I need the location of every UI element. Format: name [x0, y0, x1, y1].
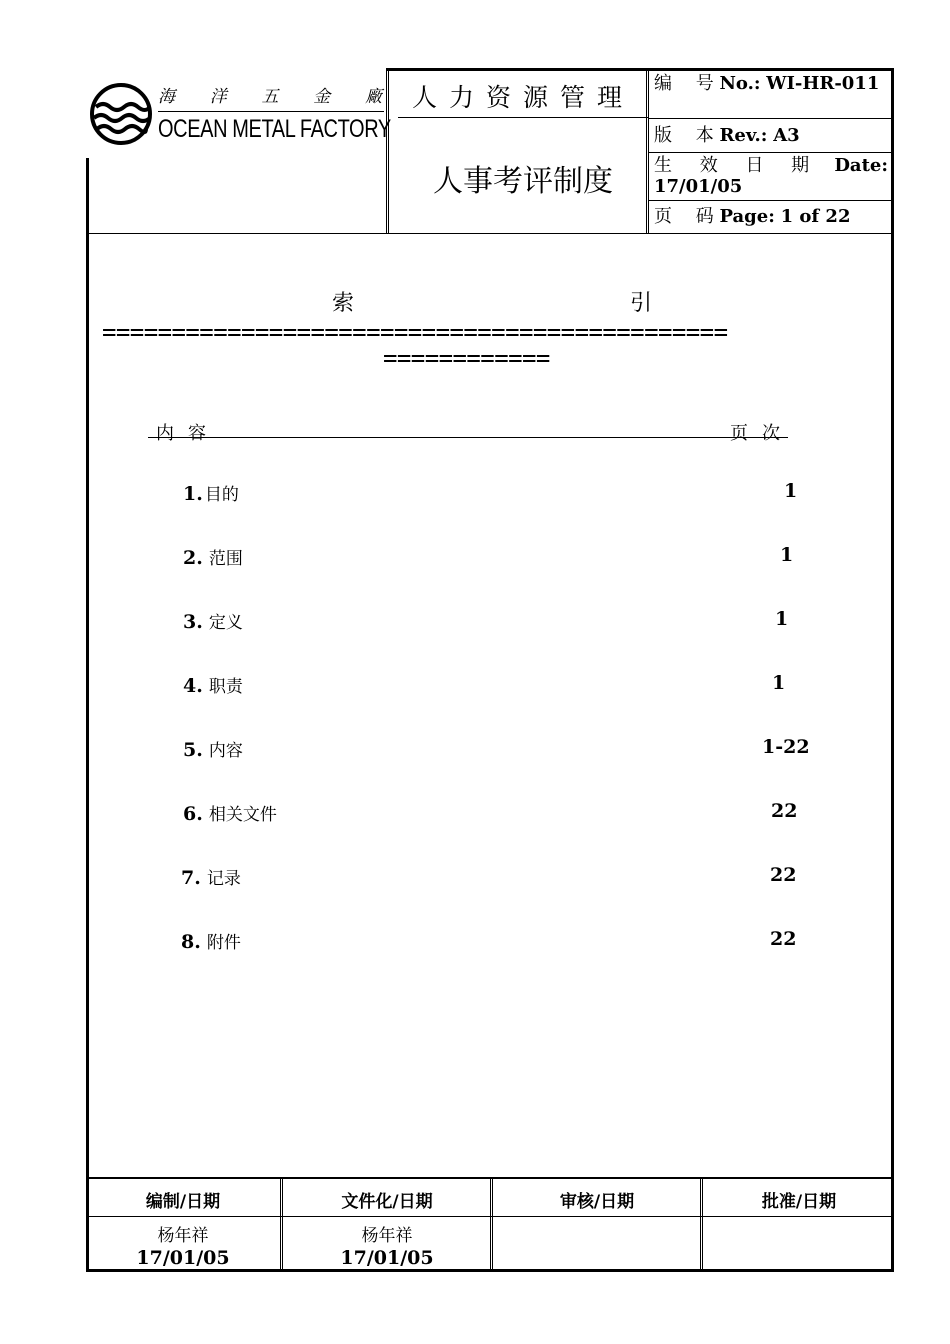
prepared-header: 编制/日期: [145, 1192, 221, 1212]
doc-number-label: 编 号: [654, 73, 714, 94]
item-label: 内容: [208, 741, 243, 761]
divider: [648, 200, 894, 201]
index-item: [181, 928, 241, 953]
index-item: [183, 736, 243, 761]
index-item: [183, 608, 243, 633]
page-number-value: 1 of 22: [780, 206, 851, 227]
item-number: 7.: [181, 867, 201, 889]
index-item: [183, 672, 243, 697]
company-logo: [86, 68, 391, 158]
effective-date-value: 17/01/05: [654, 176, 743, 197]
prepared-by: 杨年祥: [157, 1226, 209, 1246]
header-underline: [148, 437, 788, 438]
logo-char: 洋: [209, 87, 227, 107]
divider: [490, 1177, 493, 1272]
title-rule-line: ============: [383, 344, 550, 372]
documented-header: 文件化/日期: [341, 1192, 433, 1212]
index-title-left: 索: [332, 291, 355, 316]
item-page: 1: [780, 544, 794, 566]
item-number: 6.: [183, 803, 203, 825]
logo-chinese-name: [158, 82, 382, 107]
doc-number: [654, 73, 890, 94]
logo-char: 金: [313, 87, 331, 107]
item-label: 记录: [206, 869, 241, 889]
divider: [386, 68, 894, 71]
documented-cell: [284, 1225, 490, 1269]
item-page: 1-22: [762, 736, 810, 758]
divider: [648, 152, 894, 153]
index-title-right: 引: [630, 291, 653, 316]
document-frame: [86, 68, 894, 1272]
divider: [280, 1177, 283, 1272]
item-number: 4.: [183, 675, 203, 697]
item-number: 1.: [183, 483, 203, 505]
revision-value: A3: [773, 125, 800, 146]
item-label: 职责: [208, 677, 243, 697]
ocean-wave-logo-icon: [88, 74, 154, 152]
divider: [648, 118, 894, 119]
item-label: 定义: [208, 613, 243, 633]
item-number: 3.: [183, 611, 203, 633]
item-label: 相关文件: [208, 805, 277, 825]
item-number: 8.: [181, 931, 201, 953]
prepared-date: 17/01/05: [136, 1247, 230, 1269]
approved-header: 批准/日期: [761, 1192, 837, 1212]
item-label: 目的: [204, 485, 239, 505]
divider: [398, 117, 648, 118]
prepared-cell: [86, 1225, 280, 1269]
doc-number-key: No.:: [719, 73, 761, 94]
effective-date-key: Date:: [834, 155, 888, 176]
index-item: [183, 800, 277, 825]
revision-key: Rev.:: [719, 125, 768, 146]
item-page: 1: [775, 608, 789, 630]
logo-char: 廠: [365, 87, 382, 107]
documented-by: 杨年祥: [361, 1226, 413, 1246]
page-number-label: 页 码: [654, 206, 714, 227]
title-rule-line: =============================================: [102, 318, 728, 346]
column-header-content: 内容: [156, 423, 220, 444]
index-item: [181, 864, 241, 889]
item-page: 22: [771, 800, 798, 822]
divider: [86, 233, 894, 234]
page-number-key: Page:: [719, 206, 775, 227]
item-page: 22: [770, 864, 797, 886]
document-header: [86, 68, 894, 234]
logo-english-name: OCEAN METAL FACTORY: [158, 115, 391, 143]
effective-date: [654, 155, 888, 197]
department-name: 人力资源管理: [411, 83, 634, 112]
revision: [654, 125, 800, 146]
item-number: 2.: [183, 547, 203, 569]
item-page: 1: [784, 480, 798, 502]
logo-divider: [158, 111, 384, 112]
reviewed-header: 审核/日期: [559, 1192, 635, 1212]
item-label: 附件: [206, 933, 241, 953]
revision-label: 版 本: [654, 125, 714, 146]
index-item: [183, 480, 239, 505]
documented-date: 17/01/05: [340, 1247, 434, 1269]
signoff-table: [86, 1177, 894, 1272]
item-number: 5.: [183, 739, 203, 761]
divider: [700, 1177, 703, 1272]
item-page: 1: [772, 672, 786, 694]
divider: [386, 68, 389, 234]
logo-char: 五: [261, 87, 279, 107]
page-number: [654, 206, 850, 227]
item-label: 范围: [208, 549, 243, 569]
column-header-page: 页次: [730, 423, 794, 444]
index-item: [183, 544, 243, 569]
document-title: 人事考评制度: [433, 164, 613, 199]
logo-char: 海: [158, 87, 175, 107]
effective-date-label: 生 效 日 期: [654, 155, 821, 176]
doc-number-value: WI-HR-011: [766, 73, 880, 94]
item-page: 22: [770, 928, 797, 950]
